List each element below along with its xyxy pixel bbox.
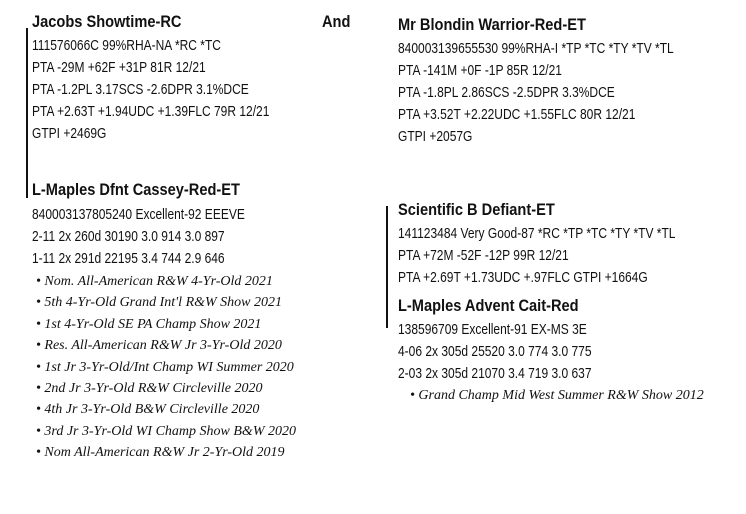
maternal-grandsire-line: PTA -1.8PL 2.86SCS -2.5DPR 3.3%DCE [398, 84, 615, 101]
dam-sire-block [398, 200, 745, 289]
sire-line: 111576066C 99%RHA-NA *RC *TC [32, 37, 221, 54]
achievement-item: • Grand Champ Mid West Summer R&W Show 2012 [410, 388, 704, 403]
achievement-item: • 1st 4-Yr-Old SE PA Champ Show 2021 [36, 316, 262, 332]
maternal-grandsire-line: GTPI +2057G [398, 128, 473, 145]
dam-sire-bracket-line [386, 206, 388, 328]
achievement-item: • 4th Jr 3-Yr-Old B&W Circleville 2020 [36, 402, 260, 418]
maternal-grandsire-line: PTA -141M +0F -1P 85R 12/21 [398, 62, 562, 79]
achievement-item: • Nom. All-American R&W 4-Yr-Old 2021 [36, 274, 273, 289]
granddam-achievements [410, 385, 704, 406]
maternal-grandsire-line: PTA +3.52T +2.22UDC +1.55FLC 80R 12/21 [398, 106, 636, 123]
achievement-item: • 5th 4-Yr-Old Grand Int'l R&W Show 2021 [36, 295, 283, 311]
maternal-grandsire-block [398, 15, 743, 148]
sire-line: PTA +2.63T +1.94UDC +1.39FLC 79R 12/21 [32, 103, 270, 120]
sire-dam-bracket-line [26, 28, 28, 198]
granddam-block [398, 296, 704, 406]
dam-sire-line: PTA +72M -52F -12P 99R 12/21 [398, 247, 569, 264]
dam-sire-line: 141123484 Very Good-87 *RC *TP *TC *TY *TV *TL [398, 225, 676, 242]
dam-block [32, 180, 298, 464]
maternal-grandsire-name: Mr Blondin Warrior-Red-ET [398, 15, 586, 34]
achievement-item: • 1st Jr 3-Yr-Old/Int Champ WI Summer 2020 [36, 359, 294, 375]
dam-sire-line: PTA +2.69T +1.73UDC +.97FLC GTPI +1664G [398, 269, 648, 286]
granddam-name: L-Maples Advent Cait-Red [398, 296, 579, 315]
sire-name: Jacobs Showtime-RC [32, 12, 182, 31]
granddam-line: 138596709 Excellent-91 EX-MS 3E [398, 321, 587, 338]
dam-line: 840003137805240 Excellent-92 EEEVE [32, 206, 245, 223]
dam-line: 1-11 2x 291d 22195 3.4 744 2.9 646 [32, 250, 225, 267]
maternal-grandsire-line: 840003139655530 99%RHA-I *TP *TC *TY *TV *TL [398, 40, 674, 57]
achievement-item: • 2nd Jr 3-Yr-Old R&W Circleville 2020 [36, 381, 263, 397]
dam-name: L-Maples Dfnt Cassey-Red-ET [32, 180, 240, 199]
dam-achievements [36, 271, 298, 464]
achievement-item: • Res. All-American R&W Jr 3-Yr-Old 2020 [36, 338, 282, 354]
dam-line: 2-11 2x 260d 30190 3.0 914 3.0 897 [32, 228, 225, 245]
sire-block [32, 12, 329, 145]
dam-sire-name: Scientific B Defiant-ET [398, 200, 555, 219]
connector-and: And [322, 12, 351, 31]
achievement-item: • 3rd Jr 3-Yr-Old WI Champ Show B&W 2020 [36, 423, 296, 439]
sire-line: PTA -1.2PL 3.17SCS -2.6DPR 3.1%DCE [32, 81, 249, 98]
granddam-line: 4-06 2x 305d 25520 3.0 774 3.0 775 [398, 343, 592, 360]
achievement-item: • Nom All-American R&W Jr 2-Yr-Old 2019 [36, 445, 285, 461]
sire-line: PTA -29M +62F +31P 81R 12/21 [32, 59, 206, 76]
sire-line: GTPI +2469G [32, 125, 107, 142]
granddam-line: 2-03 2x 305d 21070 3.4 719 3.0 637 [398, 365, 592, 382]
